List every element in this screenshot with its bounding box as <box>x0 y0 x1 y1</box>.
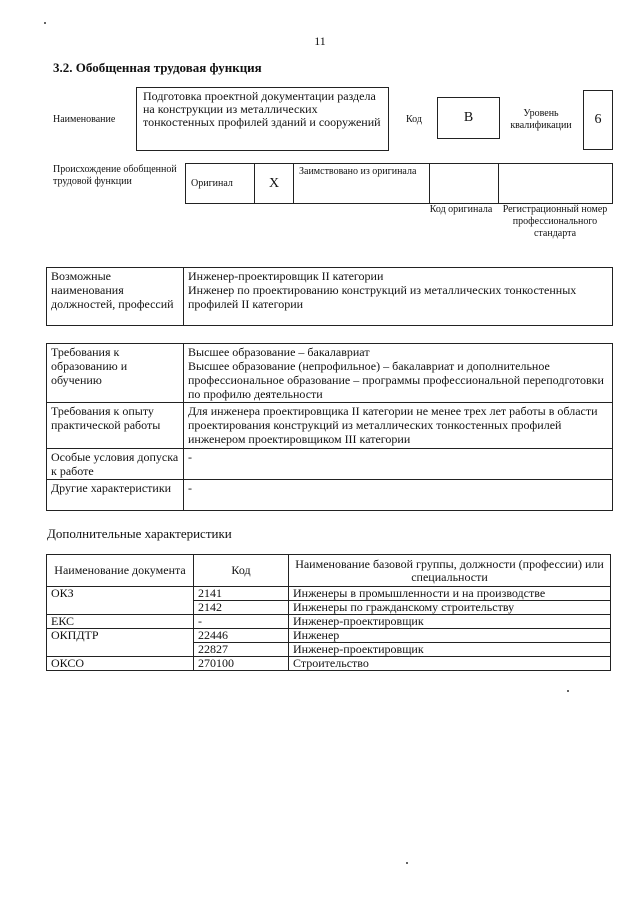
position-line: Инженер-проектировщик II категории <box>188 269 384 283</box>
original-mark: Х <box>255 164 294 204</box>
requirement-label: Требования к опыту практической работы <box>47 403 184 449</box>
requirement-value <box>184 344 613 403</box>
code-cell: - <box>194 615 289 629</box>
requirement-line: Для инженера проектировщика II категории не менее трех лет работы в области проектирования конструкций из металлических тонкостенных профилей инженером проектировщиком III категории <box>188 404 598 446</box>
requirement-line: - <box>188 450 192 464</box>
borrowed-label: Заимствовано из оригинала <box>294 164 430 204</box>
doc-cell: ОКПДТР <box>47 629 194 643</box>
table-row <box>47 615 611 629</box>
requirements-table <box>46 343 613 511</box>
requirement-label: Другие характеристики <box>47 480 184 511</box>
code-cell: 2142 <box>194 601 289 615</box>
table-row <box>47 587 611 601</box>
col-doc-header: Наименование документа <box>47 555 194 587</box>
origin-label: Происхождение обобщенной трудовой функции <box>53 164 177 187</box>
requirement-label: Особые условия допуска к работе <box>47 449 184 480</box>
table-row <box>47 643 611 657</box>
name-cell: Инженер-проектировщик <box>289 615 611 629</box>
positions-label: Возможные наименования должностей, профессий <box>47 268 184 326</box>
requirement-value <box>184 403 613 449</box>
doc-cell: ОКСО <box>47 657 194 671</box>
code-original-caption: Код оригинала <box>429 204 493 215</box>
requirement-line: Высшее образование – бакалавриат <box>188 345 370 359</box>
origin-table <box>185 163 613 204</box>
name-cell: Инженеры по гражданскому строительству <box>289 601 611 615</box>
code-cell: 22827 <box>194 643 289 657</box>
level-value-box: 6 <box>583 90 613 150</box>
code-cell: 2141 <box>194 587 289 601</box>
code-label: Код <box>406 114 422 125</box>
table-row <box>47 601 611 615</box>
col-code-header: Код <box>194 555 289 587</box>
requirement-label: Требования к образованию и обучению <box>47 344 184 403</box>
table-row <box>47 657 611 671</box>
additional-title: Дополнительные характеристики <box>47 526 232 541</box>
additional-table <box>46 554 611 671</box>
name-cell: Строительство <box>289 657 611 671</box>
name-label: Наименование <box>53 114 116 125</box>
reg-number-caption: Регистрационный номер профессионального стандарта <box>502 204 608 239</box>
scan-speck <box>567 690 569 692</box>
scan-speck <box>406 862 408 864</box>
requirement-line: Высшее образование (непрофильное) – бакалавриат и дополнительное профессиональное образование – программы профессиональной переподготовки по профилю деятельности <box>188 359 604 401</box>
positions-table <box>46 267 613 326</box>
position-line: Инженер по проектированию конструкций из металлических тонкостенных профилей II категории <box>188 283 577 311</box>
scan-speck <box>44 22 46 24</box>
code-original-cell <box>430 164 499 204</box>
col-name-header: Наименование базовой группы, должности (профессии) или специальности <box>289 555 611 587</box>
doc-cell: ОКЗ <box>47 587 194 601</box>
name-cell: Инженер <box>289 629 611 643</box>
positions-value <box>184 268 613 326</box>
requirement-value <box>184 480 613 511</box>
reg-number-cell <box>499 164 613 204</box>
table-row <box>47 629 611 643</box>
requirement-value <box>184 449 613 480</box>
original-label: Оригинал <box>186 164 255 204</box>
page-number: 11 <box>314 34 326 48</box>
level-label: Уровень квалификации <box>510 108 572 131</box>
doc-cell <box>47 643 194 657</box>
code-value-box: В <box>437 97 500 139</box>
name-cell: Инженеры в промышленности и на производстве <box>289 587 611 601</box>
doc-cell: ЕКС <box>47 615 194 629</box>
doc-cell <box>47 601 194 615</box>
requirement-line: - <box>188 481 192 495</box>
code-cell: 270100 <box>194 657 289 671</box>
code-cell: 22446 <box>194 629 289 643</box>
name-cell: Инженер-проектировщик <box>289 643 611 657</box>
section-heading: 3.2. Обобщенная трудовая функция <box>53 60 262 75</box>
function-name-box: Подготовка проектной документации раздела на конструкции из металлических тонкостенных профилей зданий и сооружений <box>136 87 389 151</box>
